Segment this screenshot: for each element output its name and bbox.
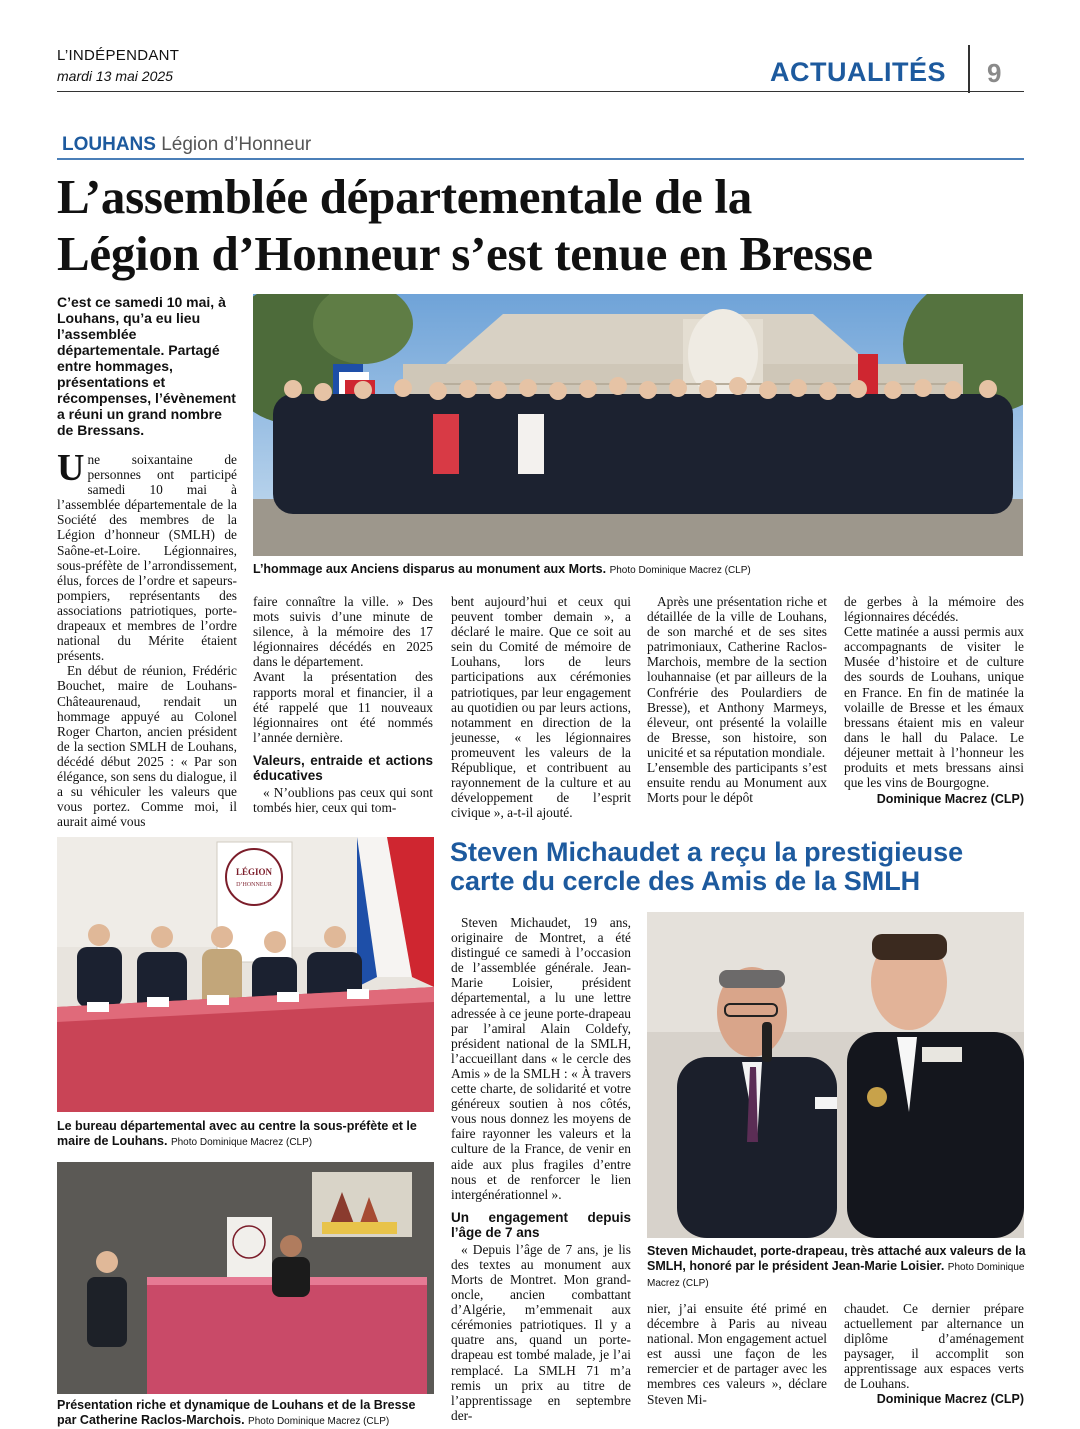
photo-credit: Photo Dominique Macrez (CLP) (609, 565, 751, 576)
column-1-paragraph-2: En début de réunion, Frédéric Bouchet, maire de Louhans-Châteaurenaud, rendait un hommage appuyé au Colonel Roger Charton, ancien président de la section SMLH de Louhans, décédé début 2025 : « Par son élégance, son sens du dialogue, il a su véhiculer les valeurs que vous portez. Comme moi, il aurait aimé vous (57, 663, 237, 830)
caption-text: Le bureau départemental avec au centre la sous-préfète et le maire de Louhans. (57, 1119, 417, 1148)
story2-subheading: Un engagement depuis l’âge de 7 ans (451, 1209, 631, 1240)
article-headline (57, 168, 1037, 282)
column-3-paragraph-1: bent aujourd’hui et ceux qui peuvent tomber demain », a déclaré le maire. Que ce soit au sein du Comité de mémoire de Louhans, lors de leurs participations aux cérémonies patriotiques, par leur engagement au quotidien ou par leurs actions, notamment en direction de la jeunesse, « les légionnaires promeuvent les valeurs de la République, et contribuent au rayonnement de la culture et au développement de l’esprit civique », a-t-il ajouté. (451, 594, 631, 821)
header-rule (57, 91, 1024, 92)
kicker-location: LOUHANS (62, 134, 156, 155)
column-2-paragraph-3: « N’oublions pas ceux qui sont tombés hier, ceux qui tom- (253, 784, 433, 816)
photo-steven (647, 912, 1024, 1238)
article-lead: C’est ce samedi 10 mai, à Louhans, qu’a eu lieu l’assemblée départementale. Partagé entre hommages, présentations et récompenses, l’évènement a réuni un grand nombre de Bressans. (57, 294, 236, 438)
story2-paragraph-2: « Depuis l’âge de 7 ans, je lis des textes au monument aux Morts de Montret. Mon grand-oncle, ancien combattant d’Algérie, m’emmenait aux cérémonies patriotiques. Il y a quatre ans, quand un porte-drapeau est tombé malade, je l’ai remplacé. La SMLH 71 m’a remis un prix au titre de l’apprentissage en septembre der- (451, 1241, 631, 1423)
article-column-1 (57, 447, 237, 830)
story2-column-3 (844, 1301, 1024, 1407)
column-5-paragraph-1: de gerbes à la mémoire des légionnaires décédés. (844, 594, 1024, 625)
banner-text-legion: LÉGION (235, 867, 273, 877)
column-4-paragraph-2: L’ensemble des participants s’est ensuite rendu au Monument aux Morts pour le dépôt (647, 760, 827, 806)
column-2-paragraph-2: Avant la présentation des rapports moral et financier, il a été rappelé que 11 nouveaux légionnaires ont été nommés l’année dernière. (253, 669, 433, 745)
story2-column-1 (451, 915, 631, 1423)
photo-monument-caption (253, 562, 1023, 578)
photo-bureau-image (57, 837, 434, 1112)
article-column-4 (647, 594, 827, 805)
drop-cap: U (57, 447, 85, 489)
story2-paragraph-3: nier, j’ai ensuite été primé en décembre à Paris au niveau national. Mon engagement actuel est aussi une façon de les remercier et de partager avec les membres ces valeurs », déclare Steven Mi- (647, 1301, 827, 1407)
column-1-paragraph-1: ne soixantaine de personnes ont participé samedi 10 mai à l’assemblée départementale de la Société des membres de la Légion d’honneur (SMLH) de Saône-et-Loire. Légionnaires, sous-préfète de l’arrondissement, élus, forces de l’ordre et sapeurs-pompiers, représentants des associations patriotiques, porte-drapeaux et membres de l’ordre national du Mérite étaient présents. (57, 452, 237, 664)
article-column-5 (844, 594, 1024, 807)
page-number: 9 (987, 58, 1002, 88)
photo-presentation (57, 1162, 434, 1394)
photo-presentation-caption (57, 1398, 437, 1429)
issue-date: mardi 13 mai 2025 (57, 68, 173, 84)
photo-credit: Photo Dominique Macrez (CLP) (248, 1416, 390, 1427)
photo-bureau (57, 837, 434, 1112)
column-2-paragraph-1: faire connaître la ville. » Des mots suivis d’une minute de silence, à la mémoire des 17 légionnaires décédés en 2025 dans le département. (253, 594, 433, 670)
photo-presentation-image (57, 1162, 434, 1394)
kicker-rule (57, 158, 1024, 160)
banner-text-honneur: D’HONNEUR (236, 882, 272, 888)
kicker-topic: Légion d’Honneur (161, 134, 312, 155)
story2-signature: Dominique Macrez (CLP) (876, 1391, 1024, 1406)
column-5-paragraph-2: Cette matinée a aussi permis aux accompagnants de visiter le Musée d’histoire et de culture des sourds de Louhans, unique en France. En fin de matinée la volaille de Bresse et les émaux bressans étaient mis en valeur dans le hall du Palace. Le déjeuner mettait à l’honneur les produits et mets bressans ainsi que les vins de Bourgogne. (844, 624, 1024, 791)
caption-text: L’hommage aux Anciens disparus au monument aux Morts. (253, 562, 607, 576)
kicker (62, 134, 311, 156)
photo-monument-image (253, 294, 1023, 556)
caption-text: Steven Michaudet, porte-drapeau, très attaché aux valeurs de la SMLH, honoré par le président Jean-Marie Loisier. (647, 1244, 1026, 1273)
photo-bureau-caption (57, 1119, 437, 1150)
photo-steven-caption (647, 1244, 1027, 1291)
article-signature: Dominique Macrez (CLP) (876, 792, 1024, 807)
header-divider (968, 45, 970, 93)
column-4-paragraph-1: Après une présentation riche et détaillée de la ville de Louhans, de son marché et de ses sites patrimoniaux, Catherine Raclos-Marchois, membre de la section louhannaise (et par ailleurs de la Confrérie des Poulardiers de Bresse), et Anthony Marmeys, éleveur, ont présenté la volaille de Bresse, son histoire, son unicité et sa réputation mondiale. (647, 594, 827, 760)
photo-steven-image (647, 912, 1024, 1238)
newspaper-name: L’INDÉPENDANT (57, 47, 180, 64)
headline-line-2: Légion d’Honneur s’est tenue en Bresse (57, 226, 873, 281)
story2-headline: Steven Michaudet a reçu la prestigieuse carte du cercle des Amis de la SMLH (450, 837, 964, 896)
photo-credit: Photo Dominique Macrez (CLP) (647, 1262, 1025, 1289)
subheading-values: Valeurs, entraide et actions éducatives (253, 752, 433, 783)
photo-monument (253, 294, 1023, 556)
story2-paragraph-1: Steven Michaudet, 19 ans, originaire de Montret, a été distingué ce samedi à l’occasion de l’assemblée générale. Jean-Marie Loisier, président départemental, a lu une lettre adressée à ce jeune porte-drapeau par l’amiral Alain Coldefy, président national de la SMLH, l’accueillant dans « le cercle des Amis » de la SMLH : « À travers cette charte, de solidarité et votre généreux soutien à nos côtés, vous nous donnez les moyens de faire rayonner les valeurs et la culture de la France, de venir en aide aux plus fragiles d’entre nous et de renforcer le lien intergénérationnel ». (451, 915, 631, 1202)
article-column-3 (451, 594, 631, 820)
headline-line-1: L’assemblée départementale de la (57, 169, 752, 224)
article-column-2 (253, 594, 433, 815)
photo-credit: Photo Dominique Macrez (CLP) (170, 1137, 313, 1148)
caption-text: Présentation riche et dynamique de Louhans et de la Bresse par Catherine Raclos-Marchois. (57, 1398, 416, 1427)
story2-column-2 (647, 1301, 827, 1407)
story2-paragraph-4: chaudet. Ce dernier prépare actuellement par alternance un diplôme d’aménagement paysager, il accomplit son apprentissage aux espaces verts de Louhans. (844, 1301, 1024, 1392)
section-title: ACTUALITÉS (770, 57, 946, 87)
